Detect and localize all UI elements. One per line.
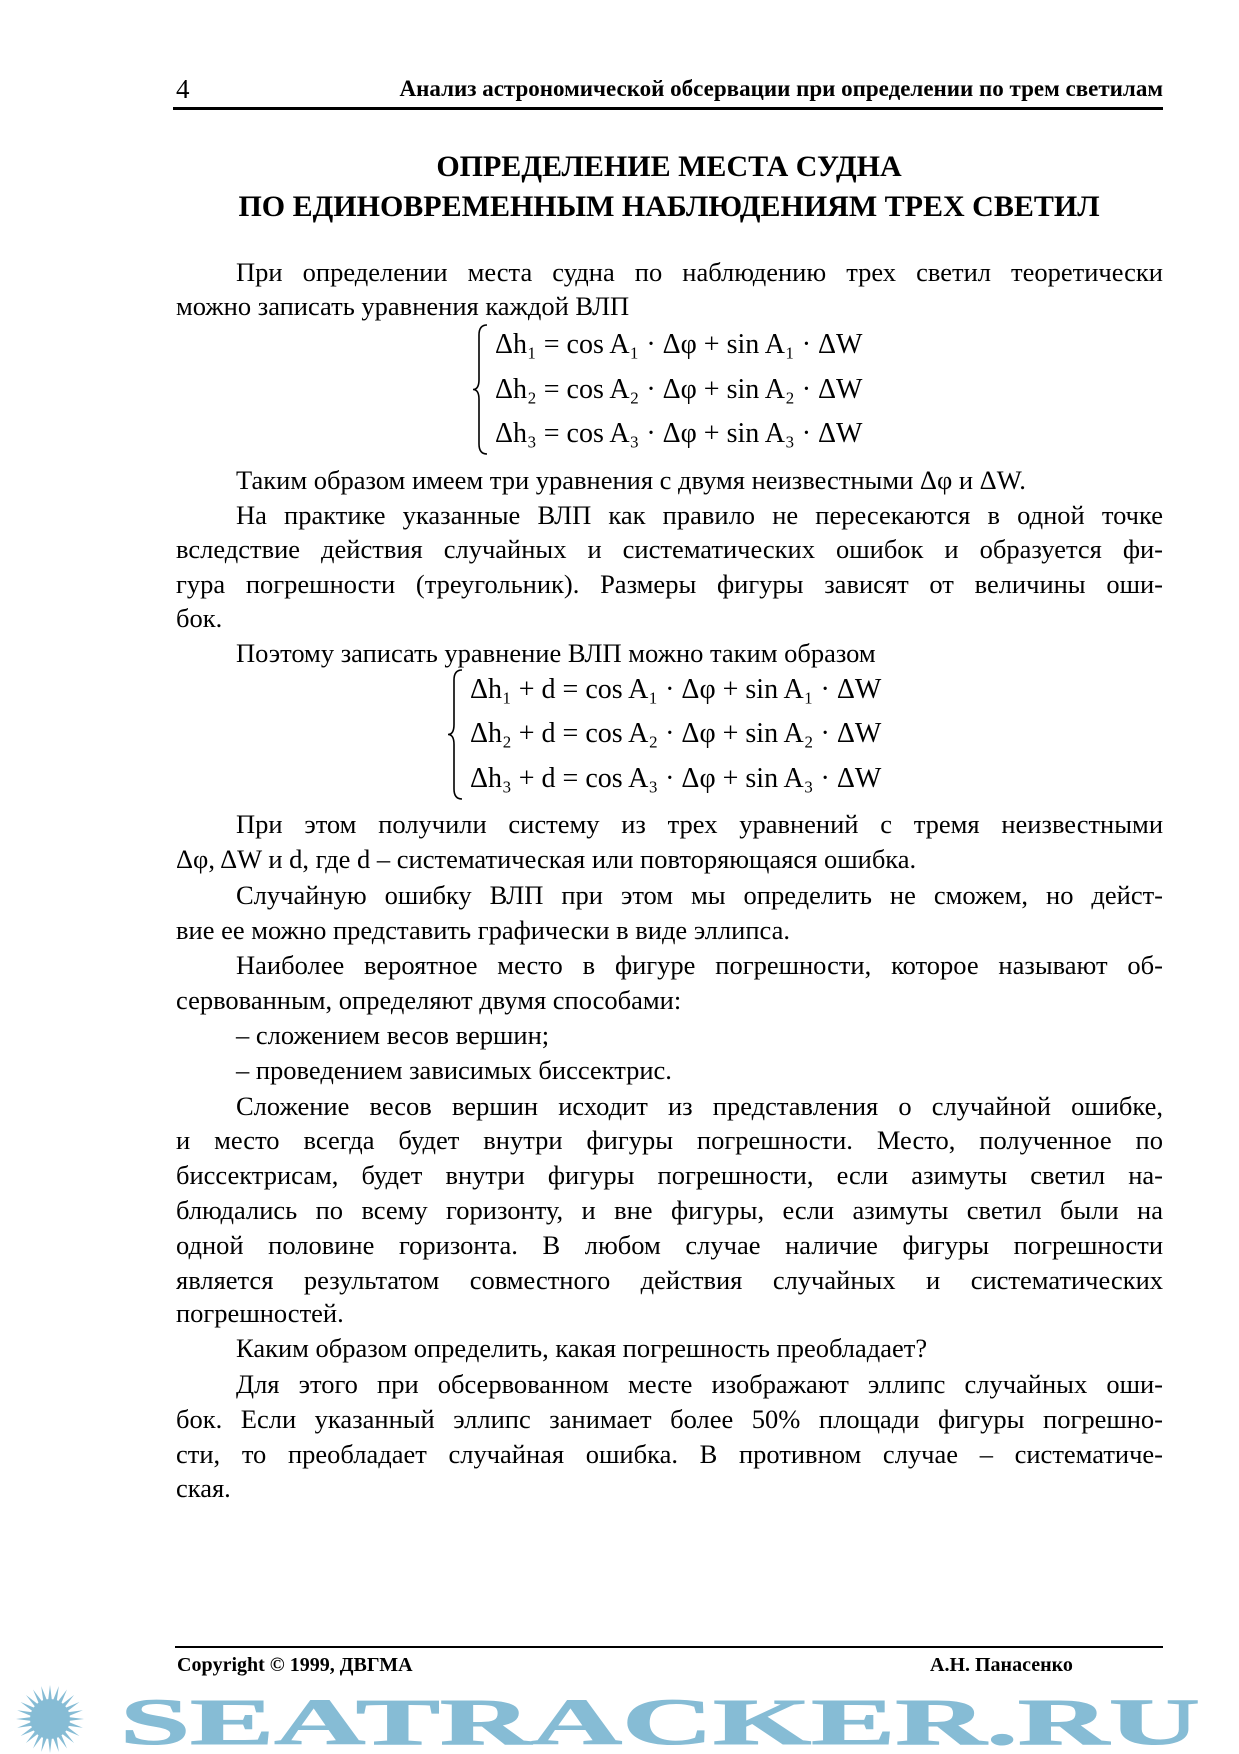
- paragraph-line: бок.: [176, 603, 223, 633]
- paragraph-line: бок. Если указанный эллипс занимает более 50% площади фигуры погрешно-: [176, 1404, 1163, 1434]
- paragraph-line: Δφ, ΔW и d, где d – систематическая или повторяющаяся ошибка.: [176, 844, 917, 874]
- equation-line: Δh₃ = cos A₃ · Δφ + sin A₃ · ΔW: [495, 418, 863, 449]
- equation-line: Δh₂ = cos A₂ · Δφ + sin A₂ · ΔW: [495, 374, 863, 405]
- paragraph-line: вследствие действия случайных и систематических ошибок и образуется фи-: [176, 534, 1163, 564]
- paragraph-line: вие ее можно представить графически в виде эллипса.: [176, 915, 791, 945]
- paragraph-line: погрешностей.: [176, 1298, 344, 1328]
- sun-ray: [21, 1727, 35, 1736]
- paragraph-line: и место всегда будет внутри фигуры погрешности. Место, полученное по: [176, 1125, 1163, 1155]
- sun-ray: [33, 1690, 42, 1704]
- equation-brace: [446, 668, 466, 801]
- paragraph-line: Наиболее вероятное место в фигуре погрешности, которое называют об-: [236, 950, 1163, 980]
- sun-ray: [53, 1686, 59, 1701]
- equation-line: Δh₁ = cos A₁ · Δφ + sin A₁ · ΔW: [495, 329, 863, 360]
- sun-ray: [68, 1710, 83, 1716]
- sun-ray: [69, 1717, 84, 1721]
- page-title-line-2: ПО ЕДИНОВРЕМЕННЫМ НАБЛЮДЕНИЯМ ТРЕХ СВЕТИЛ: [238, 190, 1100, 223]
- paragraph-line: биссектрисам, будет внутри фигуры погрешности, если азимуты светил на-: [176, 1160, 1163, 1190]
- sun-ray: [41, 1686, 47, 1701]
- paragraph-line: одной половине горизонта. В любом случае наличие фигуры погрешности: [176, 1230, 1163, 1260]
- sun-logo-icon: [16, 1685, 84, 1753]
- sun-ray: [16, 1717, 31, 1721]
- sun-ray: [41, 1737, 47, 1752]
- paragraph-line: гура погрешности (треугольник). Размеры фигуры зависят от величины оши-: [176, 569, 1163, 599]
- paragraph-line: ская.: [176, 1473, 231, 1503]
- paragraph-line: блюдались по всему горизонту, и вне фигуры, если азимуты светил были на: [176, 1195, 1163, 1225]
- paragraph-line: Сложение весов вершин исходит из представления о случайной ошибке,: [236, 1091, 1163, 1121]
- sun-ray: [58, 1690, 67, 1704]
- paragraph-line: Поэтому записать уравнение ВЛП можно таким образом: [236, 638, 876, 668]
- footer-copyright: Copyright © 1999, ДВГМА: [177, 1654, 413, 1676]
- header-rule: [173, 107, 1163, 110]
- paragraph-line: можно записать уравнения каждой ВЛП: [176, 291, 630, 321]
- equation-brace: [471, 323, 491, 456]
- paragraph-line: Для этого при обсервованном месте изображают эллипс случайных оши-: [236, 1369, 1163, 1399]
- paragraph-line: Каким образом определить, какая погрешность преобладает?: [236, 1333, 928, 1363]
- seatracker-watermark: [0, 1684, 1239, 1754]
- sun-ray: [17, 1710, 32, 1716]
- paragraph-line: При определении места судна по наблюдению трех светил теоретически: [236, 257, 1163, 287]
- sun-ray: [48, 1738, 52, 1753]
- sun-ray: [65, 1702, 79, 1711]
- sun-ray: [48, 1685, 52, 1700]
- sun-ray: [21, 1702, 35, 1711]
- page-title-line-1: ОПРЕДЕЛЕНИЕ МЕСТА СУДНА: [436, 150, 902, 183]
- sun-ray: [53, 1737, 59, 1752]
- footer-rule: [175, 1646, 1163, 1648]
- running-title: Анализ астрономической обсервации при определении по трем светилам: [399, 76, 1163, 101]
- sun-ray: [33, 1734, 42, 1748]
- page-number: 4: [176, 74, 190, 104]
- paragraph-line: сервованным, определяют двумя способами:: [176, 985, 682, 1015]
- watermark-text: SEATRACKER.RU: [120, 1686, 1200, 1754]
- footer-author: А.Н. Панасенко: [930, 1654, 1073, 1676]
- list-item: – сложением весов вершин;: [236, 1020, 550, 1050]
- sun-ray: [68, 1722, 83, 1728]
- paragraph-line: сти, то преобладает случайная ошибка. В противном случае – систематиче-: [176, 1439, 1163, 1469]
- paragraph-line: При этом получили систему из трех уравнений с тремя неизвестными: [236, 809, 1163, 839]
- list-item: – проведением зависимых биссектрис.: [236, 1055, 672, 1085]
- sun-ray: [65, 1727, 79, 1736]
- paragraph-line: Таким образом имеем три уравнения с двумя неизвестными Δφ и ΔW.: [236, 465, 1026, 495]
- sun-ray: [58, 1734, 67, 1748]
- sun-ray: [17, 1722, 32, 1728]
- equation-line: Δh₂ + d = cos A₂ · Δφ + sin A₂ · ΔW: [470, 718, 882, 749]
- paragraph-line: является результатом совместного действия случайных и систематических: [176, 1265, 1163, 1295]
- equation-line: Δh₁ + d = cos A₁ · Δφ + sin A₁ · ΔW: [470, 674, 882, 705]
- paragraph-line: Случайную ошибку ВЛП при этом мы определить не сможем, но дейст-: [236, 880, 1163, 910]
- paragraph-line: На практике указанные ВЛП как правило не пересекаются в одной точке: [236, 500, 1163, 530]
- equation-line: Δh₃ + d = cos A₃ · Δφ + sin A₃ · ΔW: [470, 763, 882, 794]
